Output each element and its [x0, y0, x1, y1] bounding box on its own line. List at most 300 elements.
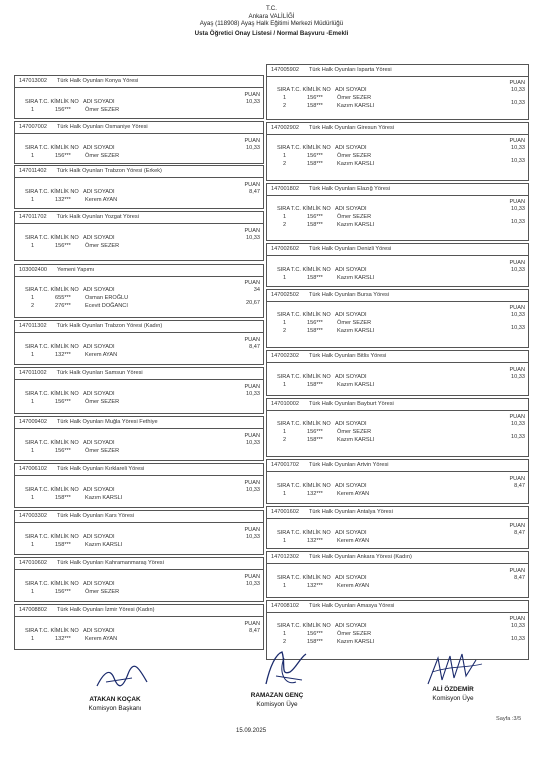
course-box [266, 183, 529, 241]
puan-header: PUAN [509, 260, 525, 266]
row-name: Kazım KARSLI [337, 639, 375, 645]
row-tc: 156*** [55, 448, 71, 454]
row-sira: 1 [31, 352, 35, 358]
row-sira: 1 [31, 589, 35, 595]
row-name: Ömer SEZER [85, 243, 120, 249]
title-divider [267, 76, 528, 77]
puan-header: PUAN [244, 621, 260, 627]
column-header-tc: T.C. KİMLİK NO [39, 391, 79, 397]
course-title [19, 267, 94, 273]
course-box [266, 459, 529, 504]
puan-header: PUAN [509, 367, 525, 373]
signatory-1-role: Komisyon Başkanı [88, 705, 142, 712]
row-name: Ömer SEZER [337, 95, 372, 101]
course-code: 147009402 [19, 419, 47, 425]
puan-header: PUAN [509, 523, 525, 529]
course-box [266, 551, 529, 598]
row-name: Kazım KARSLI [337, 161, 375, 167]
column-header-tc: T.C. KİMLİK NO [291, 87, 331, 93]
row-name: Kazım KARSLI [337, 275, 375, 281]
signature-2 [256, 646, 316, 691]
course-box [266, 122, 529, 181]
course-title [19, 78, 138, 84]
row-score: 10,33 [246, 235, 260, 241]
row-score: 10,33 [246, 145, 260, 151]
course-name: Türk Halk Oyunları Bayburt Yöresi [309, 401, 394, 407]
header-list-title: Usta Öğretici Onay Listesi / Normal Başvuru -Emekli [194, 29, 349, 37]
course-code: 147008102 [271, 603, 299, 609]
row-score: 10,33 [511, 636, 525, 642]
row-sira: 2 [283, 639, 287, 645]
column-header-tc: T.C. KİMLİK NO [39, 581, 79, 587]
signatory-3-role: Komisyon Üye [432, 695, 474, 702]
course-box [266, 398, 529, 457]
column-header-sira: SIRA [277, 483, 291, 489]
column-header-name: ADI SOYADI [83, 440, 115, 446]
column-header-tc: T.C. KİMLİK NO [291, 575, 331, 581]
column-header-name: ADI SOYADI [335, 575, 367, 581]
document-date: 15.09.2025 [236, 728, 267, 734]
column-header-tc: T.C. KİMLİK NO [291, 623, 331, 629]
column-header-name: ADI SOYADI [335, 267, 367, 273]
header-governorship: Ankara VALİLİĞİ [248, 12, 295, 20]
row-tc: 158*** [55, 495, 71, 501]
title-divider [15, 616, 263, 617]
title-divider [15, 133, 263, 134]
course-name: Yemeni Yapımı [57, 267, 95, 273]
row-score: 10,33 [511, 434, 525, 440]
course-title [271, 509, 393, 515]
course-code: 147003302 [19, 513, 47, 519]
column-header-name: ADI SOYADI [335, 206, 367, 212]
row-sira: 1 [283, 95, 287, 101]
column-header-sira: SIRA [277, 145, 291, 151]
column-header-sira: SIRA [25, 99, 39, 105]
row-tc: 156*** [55, 153, 71, 159]
row-sira: 1 [283, 491, 287, 497]
row-tc: 132*** [55, 197, 71, 203]
row-name: Ömer SEZER [85, 448, 120, 454]
row-tc: 156*** [307, 153, 323, 159]
row-tc: 132*** [55, 636, 71, 642]
course-code: 147011402 [19, 168, 47, 174]
column-header-tc: T.C. KİMLİK NO [291, 374, 331, 380]
row-tc: 156*** [55, 399, 71, 405]
course-title [271, 292, 389, 298]
course-name: Türk Halk Oyunları Samsun Yöresi [56, 370, 143, 376]
course-title [19, 168, 162, 174]
row-sira: 1 [31, 495, 35, 501]
signatory-2-role: Komisyon Üye [256, 701, 298, 708]
column-header-sira: SIRA [277, 421, 291, 427]
course-box [266, 64, 529, 120]
row-sira: 1 [31, 399, 35, 405]
row-sira: 2 [283, 103, 287, 109]
row-score: 10,33 [511, 623, 525, 629]
puan-header: PUAN [509, 138, 525, 144]
row-tc: 655*** [55, 295, 71, 301]
course-title [271, 246, 391, 252]
row-tc: 158*** [55, 542, 71, 548]
column-header-sira: SIRA [277, 206, 291, 212]
column-header-tc: T.C. KİMLİK NO [39, 145, 79, 151]
course-name: Türk Halk Oyunları Kırklareli Yöresi [57, 466, 145, 472]
row-name: Ömer SEZER [337, 429, 372, 435]
row-sira: 1 [31, 107, 35, 113]
column-header-sira: SIRA [25, 344, 39, 350]
course-box [14, 367, 264, 414]
course-name: Türk Halk Oyunları Trabzon Yöresi (Erkek) [56, 168, 162, 174]
title-divider [15, 87, 263, 88]
row-name: Ömer SEZER [85, 399, 120, 405]
row-score: 10,33 [511, 374, 525, 380]
title-divider [15, 475, 263, 476]
column-header-tc: T.C. KİMLİK NO [39, 235, 79, 241]
course-name: Türk Halk Oyunları Kars Yöresi [57, 513, 134, 519]
row-score: 10,33 [511, 219, 525, 225]
column-header-name: ADI SOYADI [335, 145, 367, 151]
row-score: 10,33 [511, 145, 525, 151]
signature-1 [92, 664, 152, 694]
course-code: 147011702 [19, 214, 47, 220]
row-name: Kazım KARSLI [337, 103, 375, 109]
signatory-3-name: ALİ ÖZDEMİR [432, 686, 474, 693]
course-title [271, 401, 394, 407]
column-header-sira: SIRA [277, 312, 291, 318]
title-divider [15, 522, 263, 523]
puan-header: PUAN [244, 92, 260, 98]
row-score: 10,33 [511, 325, 525, 331]
row-tc: 156*** [307, 95, 323, 101]
row-sira: 1 [31, 542, 35, 548]
column-header-name: ADI SOYADI [335, 374, 367, 380]
row-tc: 158*** [307, 437, 323, 443]
course-title [19, 607, 155, 613]
course-code: 147008802 [19, 607, 47, 613]
row-score: 10,33 [246, 487, 260, 493]
course-name: Türk Halk Oyunları Antalya Yöresi [309, 509, 393, 515]
title-divider [15, 223, 263, 224]
row-sira: 2 [31, 303, 35, 309]
column-header-sira: SIRA [25, 534, 39, 540]
column-header-sira: SIRA [277, 623, 291, 629]
row-sira: 1 [31, 153, 35, 159]
course-box [266, 506, 529, 549]
row-score: 10,33 [511, 267, 525, 273]
row-name: Ömer SEZER [337, 631, 372, 637]
course-box [14, 463, 264, 508]
row-name: Kazım KARSLI [85, 542, 123, 548]
signatory-1-name: ATAKAN KOÇAK [89, 696, 141, 703]
column-header-name: ADI SOYADI [83, 145, 115, 151]
course-box [14, 320, 264, 365]
row-sira: 1 [283, 538, 287, 544]
column-header-sira: SIRA [277, 267, 291, 273]
row-sira: 2 [283, 161, 287, 167]
column-header-sira: SIRA [25, 440, 39, 446]
puan-header: PUAN [244, 138, 260, 144]
title-divider [267, 255, 528, 256]
row-name: Kazım KARSLI [337, 328, 375, 334]
row-sira: 1 [283, 320, 287, 326]
title-divider [15, 379, 263, 380]
signatory-2-name: RAMAZAN GENÇ [250, 692, 304, 699]
course-title [271, 125, 394, 131]
puan-header: PUAN [244, 182, 260, 188]
column-header-tc: T.C. KİMLİK NO [39, 99, 79, 105]
column-header-name: ADI SOYADI [83, 287, 115, 293]
signatory-2 [222, 692, 332, 708]
column-header-tc: T.C. KİMLİK NO [39, 440, 79, 446]
course-title [271, 353, 386, 359]
row-sira: 2 [283, 222, 287, 228]
row-sira: 1 [283, 631, 287, 637]
title-divider [267, 195, 528, 196]
signatory-3 [398, 686, 508, 702]
course-code: 147001702 [271, 462, 299, 468]
column-header-sira: SIRA [25, 581, 39, 587]
course-name: Türk Halk Oyunları Ankara Yöresi (Kadın) [309, 554, 412, 560]
row-sira: 1 [283, 153, 287, 159]
course-name: Türk Halk Oyunları Elazığ Yöresi [309, 186, 391, 192]
course-box [14, 211, 264, 261]
column-header-sira: SIRA [25, 145, 39, 151]
column-header-name: ADI SOYADI [335, 530, 367, 536]
puan-header: PUAN [244, 574, 260, 580]
document-header [0, 5, 543, 37]
column-header-name: ADI SOYADI [83, 344, 115, 350]
header-country: T.C. [266, 5, 277, 12]
puan-header: PUAN [244, 527, 260, 533]
title-divider [267, 563, 528, 564]
row-tc: 132*** [55, 352, 71, 358]
course-title [19, 560, 164, 566]
row-name: Osman EROĞLU [85, 295, 129, 301]
row-name: Ömer SEZER [337, 214, 372, 220]
course-name: Türk Halk Oyunları Isparta Yöresi [309, 67, 392, 73]
column-header-sira: SIRA [25, 487, 39, 493]
row-sira: 1 [31, 295, 35, 301]
column-header-sira: SIRA [277, 530, 291, 536]
course-name: Türk Halk Oyunları Yozgat Yöresi [56, 214, 139, 220]
row-sira: 1 [283, 583, 287, 589]
row-tc: 158*** [307, 275, 323, 281]
row-score: 34 [253, 287, 260, 293]
course-title [271, 603, 394, 609]
title-divider [15, 276, 263, 277]
course-title [19, 323, 162, 329]
column-header-tc: T.C. KİMLİK NO [39, 487, 79, 493]
row-tc: 156*** [307, 429, 323, 435]
title-divider [267, 362, 528, 363]
row-name: Kazım KARSLI [337, 437, 375, 443]
row-score: 10,33 [246, 391, 260, 397]
row-tc: 156*** [307, 320, 323, 326]
row-name: Ömer SEZER [85, 153, 120, 159]
course-code: 147005902 [271, 67, 299, 73]
row-tc: 276*** [55, 303, 71, 309]
course-code: 147002602 [271, 246, 299, 252]
row-name: Kerem AYAN [85, 197, 118, 203]
row-sira: 2 [283, 328, 287, 334]
column-header-sira: SIRA [277, 575, 291, 581]
title-divider [15, 332, 263, 333]
row-score: 10,33 [511, 421, 525, 427]
row-name: Kerem AYAN [85, 636, 118, 642]
course-title [19, 124, 148, 130]
puan-header: PUAN [244, 337, 260, 343]
row-score: 10,33 [511, 100, 525, 106]
column-header-tc: T.C. KİMLİK NO [291, 421, 331, 427]
column-header-tc: T.C. KİMLİK NO [291, 483, 331, 489]
course-name: Türk Halk Oyunları Kahramanmaraş Yöresi [57, 560, 164, 566]
column-header-name: ADI SOYADI [335, 312, 367, 318]
course-name: Türk Halk Oyunları Amasya Yöresi [309, 603, 395, 609]
row-tc: 156*** [307, 214, 323, 220]
row-score: 10,33 [511, 206, 525, 212]
row-tc: 158*** [307, 328, 323, 334]
signatory-1 [60, 696, 170, 712]
column-header-name: ADI SOYADI [335, 483, 367, 489]
course-name: Türk Halk Oyunları Giresun Yöresi [309, 125, 395, 131]
course-name: Türk Halk Oyunları İzmir Yöresi (Kadın) [57, 607, 155, 613]
row-score: 10,33 [246, 440, 260, 446]
course-title [271, 186, 390, 192]
course-title [19, 513, 134, 519]
course-name: Türk Halk Oyunları Bursa Yöresi [309, 292, 390, 298]
title-divider [267, 471, 528, 472]
row-score: 8,47 [514, 575, 525, 581]
column-header-name: ADI SOYADI [83, 581, 115, 587]
course-code: 147002902 [271, 125, 299, 131]
course-code: 147010602 [19, 560, 47, 566]
course-code: 147013002 [19, 78, 47, 84]
course-title [19, 419, 158, 425]
page-number: Sayfa :3/5 [496, 716, 522, 722]
course-box [14, 121, 264, 164]
puan-header: PUAN [509, 414, 525, 420]
course-name: Türk Halk Oyunları Artvin Yöresi [309, 462, 389, 468]
column-header-tc: T.C. KİMLİK NO [39, 534, 79, 540]
course-code: 147001602 [271, 509, 299, 515]
column-header-name: ADI SOYADI [83, 235, 115, 241]
course-code: 147002302 [271, 353, 299, 359]
row-sira: 1 [31, 636, 35, 642]
course-box [266, 289, 529, 348]
column-header-name: ADI SOYADI [83, 391, 115, 397]
row-tc: 158*** [307, 103, 323, 109]
row-score: 8,47 [514, 483, 525, 489]
title-divider [267, 301, 528, 302]
row-score: 10,33 [246, 534, 260, 540]
column-header-name: ADI SOYADI [335, 623, 367, 629]
course-code: 147011302 [19, 323, 47, 329]
row-name: Ömer SEZER [337, 153, 372, 159]
row-sira: 1 [31, 197, 35, 203]
course-code: 147001802 [271, 186, 299, 192]
course-code: 147010002 [271, 401, 299, 407]
column-header-name: ADI SOYADI [335, 421, 367, 427]
course-code: 103002400 [19, 267, 47, 273]
column-header-name: ADI SOYADI [83, 628, 115, 634]
signature-3 [420, 650, 490, 690]
course-code: 147007002 [19, 124, 47, 130]
column-header-tc: T.C. KİMLİK NO [39, 344, 79, 350]
course-code: 147006102 [19, 466, 47, 472]
puan-header: PUAN [244, 433, 260, 439]
column-header-tc: T.C. KİMLİK NO [39, 287, 79, 293]
title-divider [15, 177, 263, 178]
course-box [14, 510, 264, 555]
row-tc: 158*** [307, 161, 323, 167]
column-header-tc: T.C. KİMLİK NO [291, 267, 331, 273]
puan-header: PUAN [244, 280, 260, 286]
course-name: Türk Halk Oyunları Osmaniye Yöresi [57, 124, 148, 130]
column-header-tc: T.C. KİMLİK NO [39, 189, 79, 195]
row-score: 10,33 [511, 158, 525, 164]
row-name: Ömer SEZER [85, 589, 120, 595]
row-name: Ömer SEZER [85, 107, 120, 113]
row-name: Kerem AYAN [337, 491, 370, 497]
puan-header: PUAN [509, 616, 525, 622]
row-name: Kazım KARSLI [337, 222, 375, 228]
row-score: 10,33 [511, 312, 525, 318]
column-header-sira: SIRA [25, 287, 39, 293]
row-score: 8,47 [514, 530, 525, 536]
row-name: Kazım KARSLI [85, 495, 123, 501]
row-tc: 132*** [307, 583, 323, 589]
puan-header: PUAN [509, 568, 525, 574]
course-name: Türk Halk Oyunları Bitlis Yöresi [309, 353, 387, 359]
row-name: Kerem AYAN [337, 583, 370, 589]
column-header-sira: SIRA [277, 374, 291, 380]
puan-header: PUAN [509, 199, 525, 205]
column-header-tc: T.C. KİMLİK NO [39, 628, 79, 634]
course-name: Türk Halk Oyunları Trabzon Yöresi (Kadın) [56, 323, 163, 329]
title-divider [267, 612, 528, 613]
row-tc: 156*** [55, 243, 71, 249]
column-header-tc: T.C. KİMLİK NO [291, 530, 331, 536]
column-header-name: ADI SOYADI [83, 189, 115, 195]
course-name: Türk Halk Oyunları Denizli Yöresi [309, 246, 392, 252]
row-name: Kerem AYAN [85, 352, 118, 358]
course-box [14, 557, 264, 602]
row-sira: 1 [283, 429, 287, 435]
column-header-name: ADI SOYADI [83, 534, 115, 540]
row-name: Ömer SEZER [337, 320, 372, 326]
row-sira: 1 [283, 382, 287, 388]
course-box [14, 264, 264, 318]
course-code: 147002502 [271, 292, 299, 298]
course-code: 147011002 [19, 370, 47, 376]
course-box [14, 165, 264, 209]
column-header-sira: SIRA [25, 235, 39, 241]
course-box [266, 350, 529, 396]
puan-header: PUAN [244, 480, 260, 486]
header-institution: Ayaş (118908) Ayaş Halk Eğitimi Merkezi Müdürlüğü [199, 20, 344, 28]
row-tc: 156*** [307, 631, 323, 637]
column-header-name: ADI SOYADI [83, 487, 115, 493]
row-name: Ecevit DOĞANCI [85, 303, 128, 309]
course-title [19, 214, 139, 220]
puan-header: PUAN [509, 80, 525, 86]
title-divider [267, 134, 528, 135]
course-box [14, 604, 264, 650]
row-sira: 1 [31, 243, 35, 249]
course-title [271, 554, 412, 560]
row-name: Kazım KARSLI [337, 382, 375, 388]
course-box [266, 243, 529, 287]
